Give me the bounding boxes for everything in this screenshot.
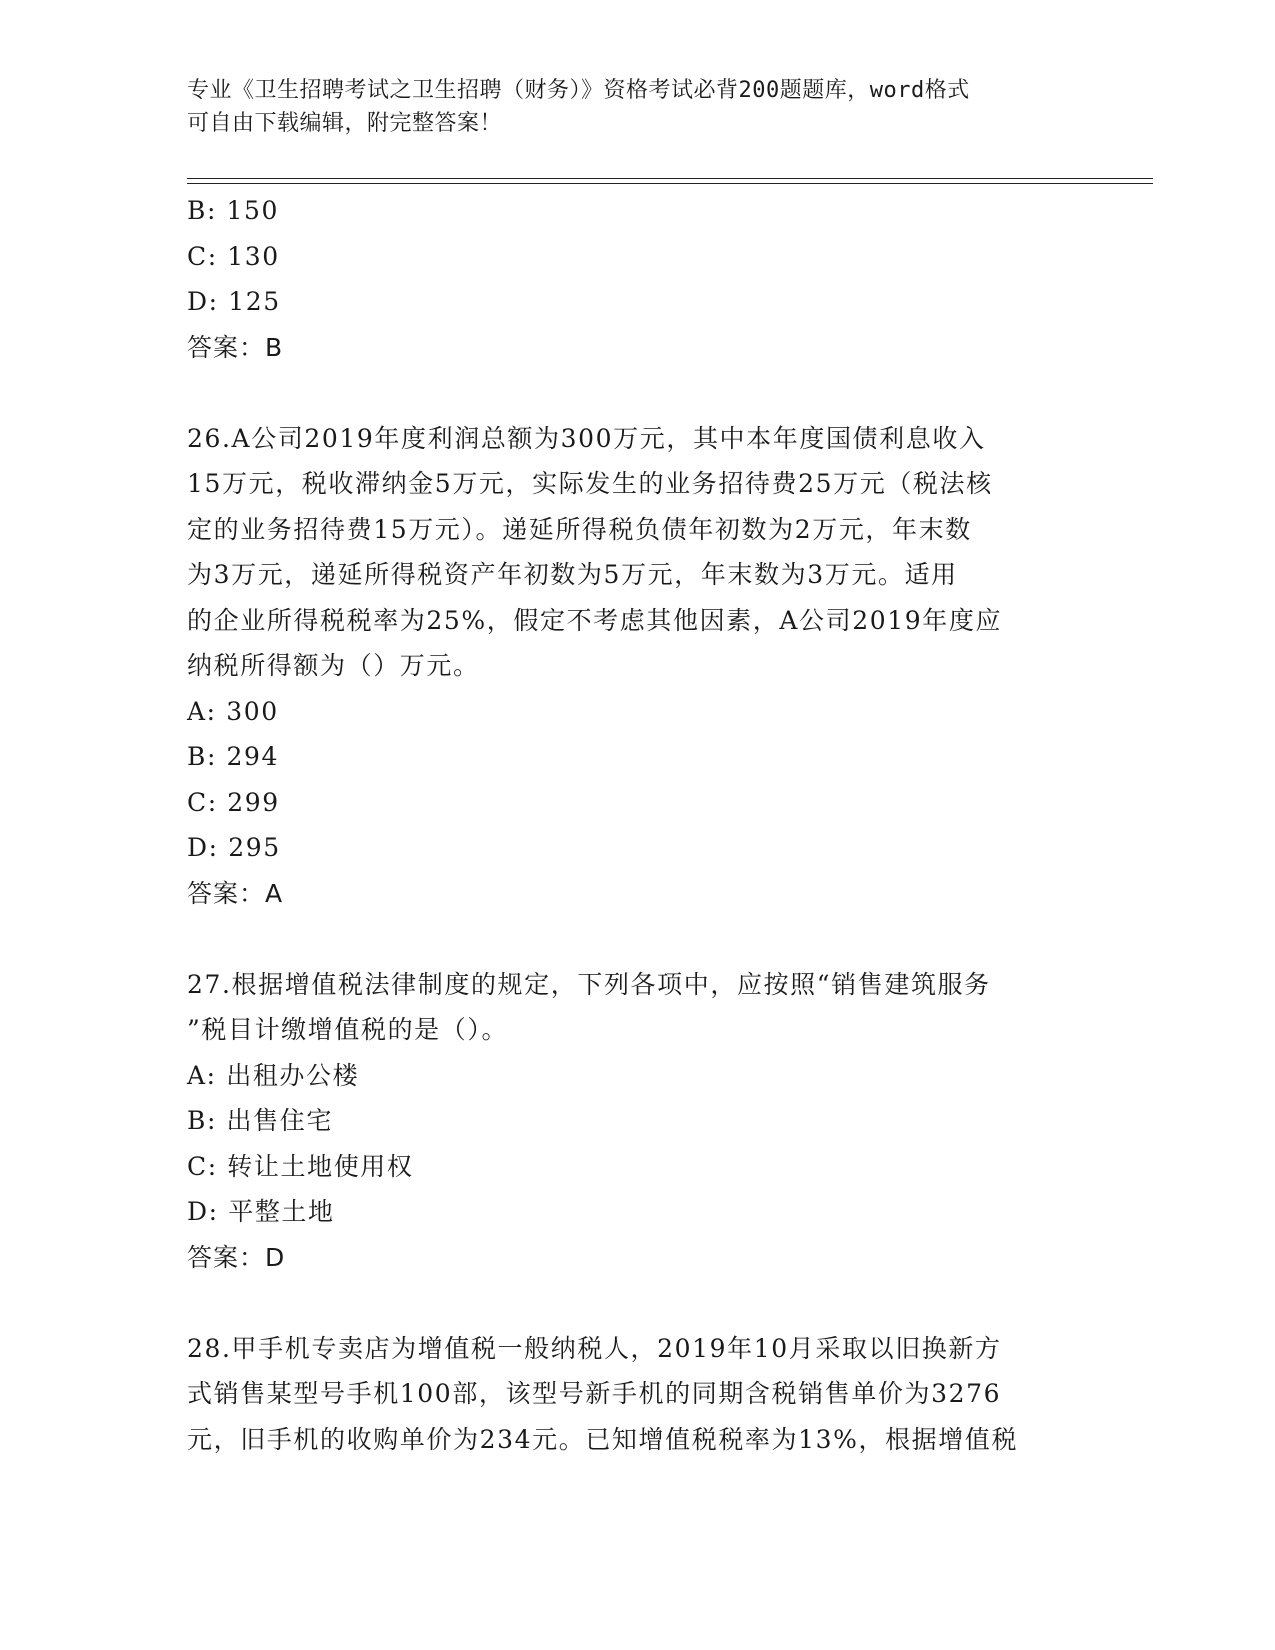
option-d: D: 295 xyxy=(187,833,281,862)
question-text-line: 26.A公司2019年度利润总额为300万元，其中本年度国债利息收入 xyxy=(187,423,986,453)
question-text-line: 的企业所得税税率为25%，假定不考虑其他因素，A公司2019年度应 xyxy=(187,605,1003,635)
option-c: C: 299 xyxy=(187,787,280,817)
question-text-line: 为3万元，递延所得税资产年初数为5万元，年末数为3万元。适用 xyxy=(187,560,958,589)
question-text-line: ”税目计缴增值税的是（）。 xyxy=(187,1015,509,1044)
answer-line: 答案：A xyxy=(187,878,284,908)
document-header xyxy=(187,74,1067,140)
option-c: C: 130 xyxy=(187,241,280,271)
spacer xyxy=(187,916,1087,962)
question-26 xyxy=(187,416,1087,917)
option-a: A: 出租办公楼 xyxy=(187,1060,360,1090)
question-25-tail xyxy=(187,188,1087,370)
header-line-1: 专业《卫生招聘考试之卫生招聘（财务）》资格考试必背200题题库，word格式 xyxy=(187,78,970,103)
option-a: A: 300 xyxy=(187,696,279,726)
question-text-line: 27.根据增值税法律制度的规定，下列各项中，应按照“销售建筑服务 xyxy=(187,969,991,999)
question-27 xyxy=(187,962,1087,1281)
spacer xyxy=(187,1280,1087,1326)
question-text-line: 15万元，税收滞纳金5万元，实际发生的业务招待费25万元（税法核 xyxy=(187,469,993,498)
header-divider-bottom xyxy=(187,183,1153,184)
question-28 xyxy=(187,1326,1087,1463)
option-c: C: 转让土地使用权 xyxy=(187,1151,414,1181)
question-text-line: 定的业务招待费15万元）。递延所得税负债年初数为2万元，年末数 xyxy=(187,514,972,544)
header-divider-top xyxy=(187,178,1153,179)
option-b: B: 出售住宅 xyxy=(187,1106,333,1135)
answer-line: 答案：B xyxy=(187,332,284,362)
header-line-2: 可自由下载编辑，附完整答案！ xyxy=(187,111,503,136)
question-text-line: 式销售某型号手机100部，该型号新手机的同期含税销售单价为3276 xyxy=(187,1379,1002,1408)
question-text-line: 纳税所得额为（）万元。 xyxy=(187,651,480,680)
spacer xyxy=(187,370,1087,416)
answer-line: 答案：D xyxy=(187,1242,286,1272)
option-b: B: 294 xyxy=(187,742,280,771)
question-text-line: 28.甲手机专卖店为增值税一般纳税人，2019年10月采取以旧换新方 xyxy=(187,1333,1002,1363)
option-d: D: 平整土地 xyxy=(187,1197,335,1226)
question-text-line: 元，旧手机的收购单价为234元。已知增值税税率为13%，根据增值税 xyxy=(187,1424,1019,1454)
option-d: D: 125 xyxy=(187,287,281,316)
option-b: B: 150 xyxy=(187,196,280,225)
document-body xyxy=(187,188,1087,1462)
